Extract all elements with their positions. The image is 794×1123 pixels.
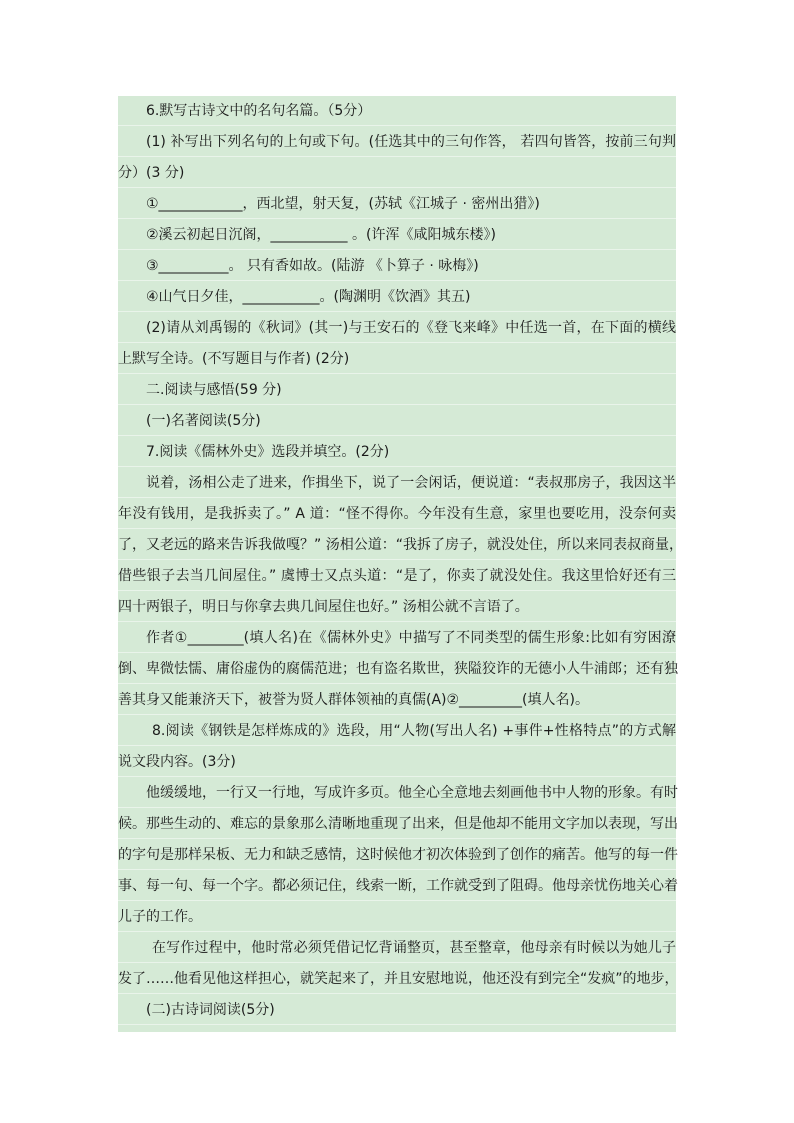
- question-6-title: 6.默写古诗文中的名句名篇。（5分）: [118, 96, 676, 126]
- question-7-blank-line: 作者①________(填人名)在《儒林外史》中描写了不同类型的儒生形象:比如有穷困潦: [118, 623, 676, 653]
- fill-blank-4: ④山气日夕佳，___________。(陶渊明《饮酒》其五): [118, 282, 676, 312]
- passage-8-line: 他缓缓地，一行又一行地，写成许多页。他全心全意地去刻画他书中人物的形象。有时: [118, 778, 676, 808]
- fill-blank-3: ③__________。 只有香如故。(陆游 《卜算子 · 咏梅》): [118, 251, 676, 281]
- question-7-blank-line: 善其身又能兼济天下，被誉为贤人群体领袖的真儒(A)②_________(填人名)。: [118, 685, 676, 715]
- question-6-1-instruction: (1) 补写出下列名句的上句或下句。(任选其中的三句作答， 若四句皆答，按前三句判: [118, 127, 676, 157]
- fill-blank-2: ②溪云初起日沉阁，___________ 。(许浑《咸阳城东楼》): [118, 220, 676, 250]
- question-6-2-instruction: (2)请从刘禹锡的《秋词》(其一)与王安石的《登飞来峰》中任选一首，在下面的横线: [118, 313, 676, 343]
- question-7-blank-line: 倒、卑微怯懦、庸俗虚伪的腐儒范进；也有盗名欺世，狭隘狡诈的无德小人牛浦郎；还有独: [118, 654, 676, 684]
- question-7-title: 7.阅读《儒林外史》选段并填空。(2分): [118, 437, 676, 467]
- question-6-2-instruction-cont: 上默写全诗。(不写题目与作者) (2分): [118, 344, 676, 374]
- subsection-2-heading: (二)古诗词阅读(5分): [118, 995, 676, 1025]
- passage-7-line: 四十两银子，明日与你拿去典几间屋住也好。” 汤相公就不言语了。: [118, 592, 676, 622]
- question-6-1-instruction-cont: 分）(3 分): [118, 158, 676, 188]
- passage-7-line: 了，又老远的路来告诉我做嘎？” 汤相公道：“我拆了房子，就没处住，所以来同表叔商量，: [118, 530, 676, 560]
- document-page: [118, 96, 683, 1032]
- passage-8-line: 发了……他看见他这样担心，就笑起来了，并且安慰地说，他还没有到完全“发疯”的地步，: [118, 964, 676, 994]
- passage-8-line: 在写作过程中，他时常必须凭借记忆背诵整页，甚至整章，他母亲有时候以为她儿子: [118, 933, 676, 963]
- question-8-title-cont: 说文段内容。(3分): [118, 747, 676, 777]
- question-8-title: 8.阅读《钢铁是怎样炼成的》选段，用“人物(写出人名) +事件+性格特点”的方式解: [118, 716, 676, 746]
- passage-7-line: 说着，汤相公走了进来，作揖坐下，说了一会闲话，便说道：“表叔那房子，我因这半: [118, 468, 676, 498]
- passage-7-line: 年没有钱用，是我拆卖了。” A 道：“怪不得你。今年没有生意，家里也要吃用，没奈何卖: [118, 499, 676, 529]
- passage-8-line: 的字句是那样呆板、无力和缺乏感情，这时候他才初次体验到了创作的痛苦。他写的每一件: [118, 840, 676, 870]
- section-2-heading: 二.阅读与感悟(59 分): [118, 375, 676, 405]
- passage-8-line: 事、每一句、每一个字。都必须记住，线索一断，工作就受到了阻碍。他母亲忧伤地关心着: [118, 871, 676, 901]
- fill-blank-1: ①____________，西北望，射天复，(苏轼《江城子 · 密州出猎》): [118, 189, 676, 219]
- passage-7-line: 借些银子去当几间屋住。” 虞博士又点头道：“是了，你卖了就没处住。我这里恰好还有三: [118, 561, 676, 591]
- passage-8-line: 候。那些生动的、难忘的景象那么清晰地重现了出来，但是他却不能用文字加以表现，写出: [118, 809, 676, 839]
- passage-8-line: 儿子的工作。: [118, 902, 676, 932]
- subsection-1-heading: (一)名著阅读(5分): [118, 406, 676, 436]
